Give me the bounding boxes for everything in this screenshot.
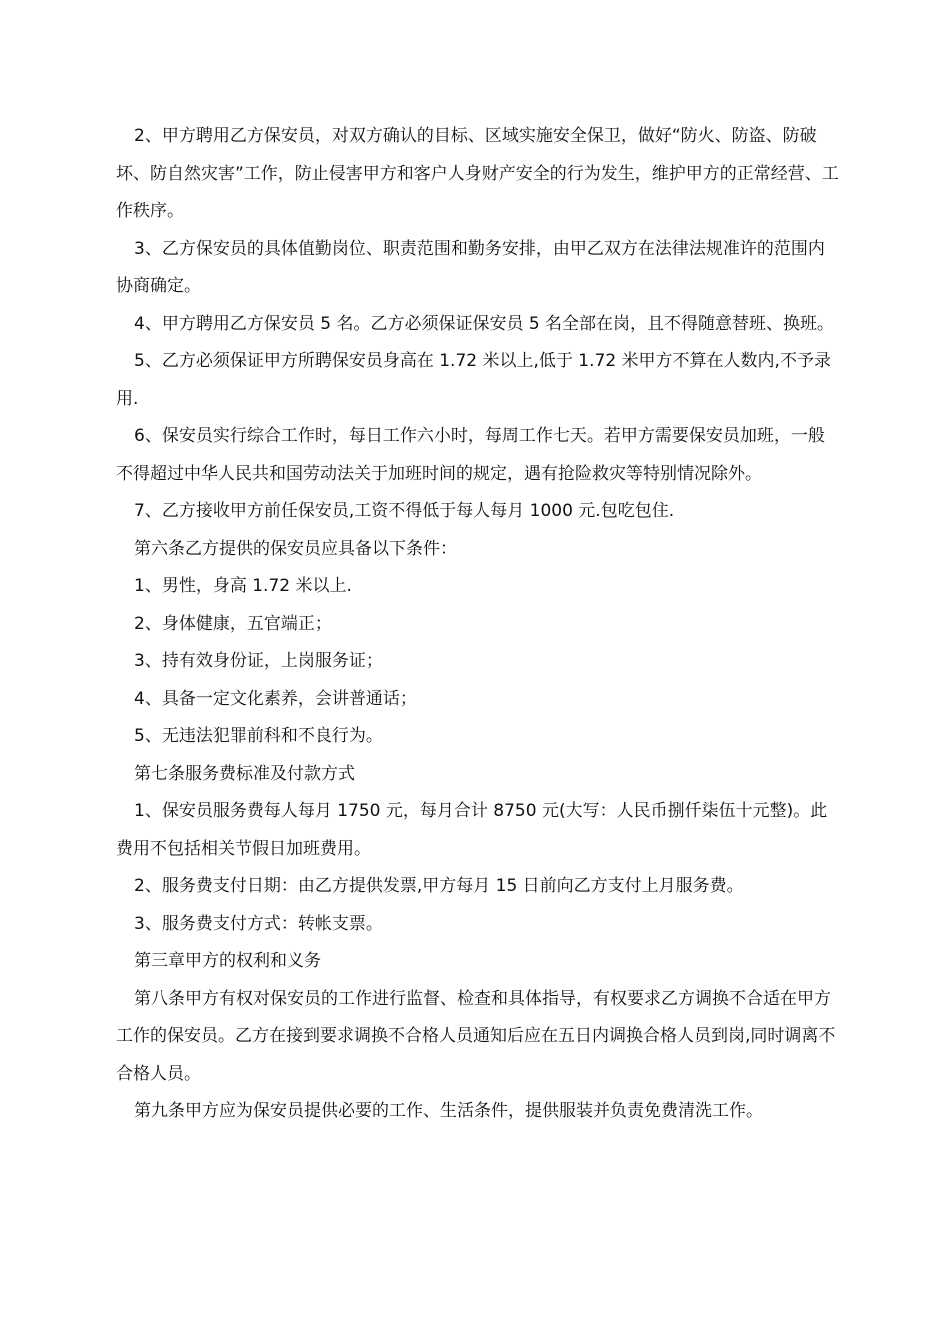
paragraph-clause-2: 2、甲方聘用乙方保安员，对双方确认的目标、区域实施安全保卫，做好“防火、防盗、防破坏、防自然灾害”工作，防止侵害甲方和客户人身财产安全的行为发生，维护甲方的正常经营、工作秩序。	[116, 126, 839, 221]
paragraph-clause-4: 4、甲方聘用乙方保安员 5 名。乙方必须保证保安员 5 名全部在岗，且不得随意替班、换班。	[134, 313, 835, 334]
paragraph-clause-5: 5、乙方必须保证甲方所聘保安员身高在 1.72 米以上,低于 1.72 米甲方不算在人数内,不予录用.	[116, 351, 831, 409]
condition-item-1: 1、男性，身高 1.72 米以上.	[134, 576, 352, 596]
document-body	[116, 118, 840, 1131]
paragraph-clause-6: 6、保安员实行综合工作时，每日工作六小时，每周工作七天。若甲方需要保安员加班，一般不得超过中华人民共和国劳动法关于加班时间的规定，遇有抢险救灾等特别情况除外。	[116, 426, 825, 484]
paragraph-clause-7: 7、乙方接收甲方前任保安员,工资不得低于每人每月 1000 元.包吃包住.	[134, 501, 675, 521]
article-7-heading: 第七条服务费标准及付款方式	[134, 763, 355, 784]
condition-item-2: 2、身体健康，五官端正；	[134, 613, 332, 634]
paragraph-clause-3: 3、乙方保安员的具体值勤岗位、职责范围和勤务安排，由甲乙双方在法律法规准许的范围内协商确定。	[116, 238, 825, 296]
article-8-paragraph: 第八条甲方有权对保安员的工作进行监督、检查和具体指导，有权要求乙方调换不合适在甲方工作的保安员。乙方在接到要求调换不合格人员通知后应在五日内调换合格人员到岗,同时调离不合格人员。	[116, 988, 836, 1084]
article-9-paragraph: 第九条甲方应为保安员提供必要的工作、生活条件，提供服装并负责免费清洗工作。	[134, 1101, 763, 1121]
article-6-heading: 第六条乙方提供的保安员应具备以下条件：	[134, 538, 457, 559]
chapter-3-heading: 第三章甲方的权利和义务	[134, 951, 321, 971]
condition-item-3: 3、持有效身份证，上岗服务证；	[134, 651, 383, 671]
fee-item-3: 3、服务费支付方式：转帐支票。	[134, 913, 383, 934]
condition-item-4: 4、具备一定文化素养，会讲普通话；	[134, 688, 417, 709]
condition-item-5: 5、无违法犯罪前科和不良行为。	[134, 726, 383, 746]
fee-item-2: 2、服务费支付日期：由乙方提供发票,甲方每月 15 日前向乙方支付上月服务费。	[134, 876, 744, 896]
fee-item-1: 1、保安员服务费每人每月 1750 元，每月合计 8750 元(大写：人民币捌仟柒伍十元整)。此费用不包括相关节假日加班费用。	[116, 801, 828, 859]
